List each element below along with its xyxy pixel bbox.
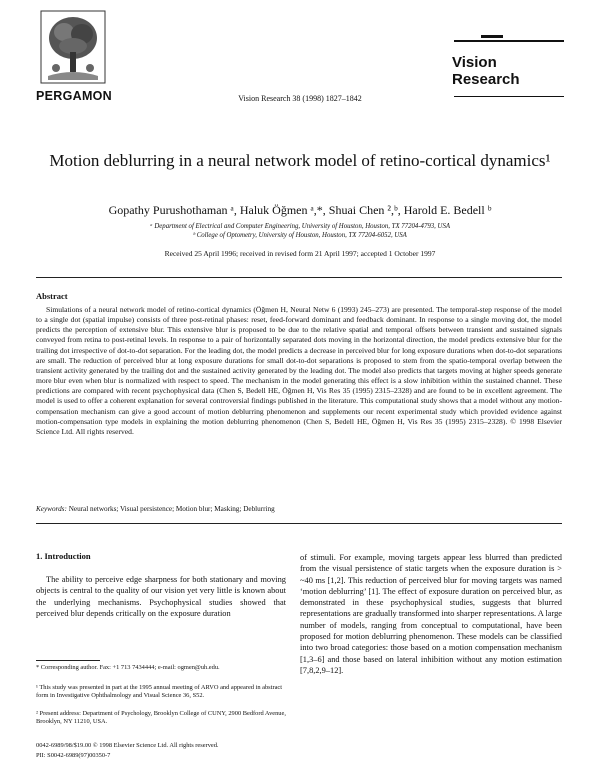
journal-name-line1: Vision — [452, 54, 497, 71]
issn-line: 0042-6989/98/$19.00 © 1998 Elsevier Science Ltd. All rights reserved. — [36, 742, 219, 749]
journal-mark — [481, 35, 503, 38]
rule-bottom — [36, 523, 562, 524]
journal-name — [452, 54, 520, 88]
publisher-logo-tree — [40, 10, 106, 84]
footnote-2: ² Present address: Department of Psychology, Brooklyn College of CUNY, 2900 Bedford Avenue, Brooklyn, NY 11210, USA. — [36, 710, 286, 726]
introduction-right-column: of stimuli. For example, moving targets appear less blurred than predicted from the visual persistence of static targets when the exposure duration is > ~40 ms [1,2]. This reduction of perceived blur for moving targets was named ‘motion deblurring’ [1]. The effect of exposure duration on perceived blur, as demonstrated in these psychophysical studies, suggests that blurred representations are gradually transformed into sharper representations. A large number of models, ranging from conceptual to computational, have been proposed for motion deblurring phenomenon. These models can be classified into two broad categories: those based on a motion compensation mechanism [1,3–6] and those based on lateral inhibition without any motion estimation [7,8,2,9–12]. — [300, 553, 562, 675]
keywords — [36, 505, 275, 513]
keywords-label: Keywords: — [36, 505, 67, 513]
author-list: Gopathy Purushothaman ᵃ, Haluk Öğmen ᵃ,*, Shuai Chen ²,ᵇ, Harold E. Bedell ᵇ — [108, 203, 492, 217]
affiliation-b: ᵇ College of Optometry, University of Houston, Houston, TX 77204-6052, USA — [193, 232, 407, 239]
received-dates: Received 25 April 1996; received in revised form 21 April 1997; accepted 1 October 1997 — [164, 249, 436, 258]
journal-rule-top — [454, 40, 564, 42]
affiliation-a: ᵃ Department of Electrical and Computer Engineering, University of Houston, Houston, TX 77204-4793, USA — [149, 223, 451, 230]
rule-top — [36, 277, 562, 278]
journal-citation: Vision Research 38 (1998) 1827–1842 — [238, 94, 362, 103]
abstract-heading: Abstract — [36, 291, 68, 301]
footnote-rule — [36, 660, 100, 661]
footnote-corresponding: * Corresponding author. Fax: +1 713 7434444; e-mail: ogmen@uh.edu. — [36, 664, 220, 671]
paper-title: Motion deblurring in a neural network model of retino-cortical dynamics¹ — [49, 151, 551, 170]
journal-rule-bottom — [454, 96, 564, 97]
abstract-body: Simulations of a neural network model of retino-cortical dynamics (Öğmen H, Neural Netw 6 (1993) 245–273) are presented. The temporal-step response of the model to a single dot (spatial impulse) consists of three post-retinal phases: reset, feed-forward dominant and feedback dominant. In response to a single moving dot, the model predicts the perception of extensive blur. This extensive blur is proposed to be due to the relative spatial and temporal offsets between transient and sustained signals conveyed from retina to post-retinal levels. In response to a pair of horizontally separated dots moving in the horizontal direction, the model predicts extensive blur for the trailing dot irrespective of dot-to-dot separation. For the leading dot, the model predicts a decrease in perceived blur for long exposure durations when dot-to-dot separations are small. The reduction of perceived blur at long exposure durations for small dot-to-dot separations is proposed to stem from the spatio-temporal overlap between the transient activity generated by the trailing dot and the sustained activity generated by the leading dot. The model also predicts that targets moving at higher speeds generate more blur even when blur is normalized with respect to speed. The mechanism in the model generating this effect is a slow inhibition within the sustained channel. These predictions are compared with recent psychophysical data (Chen S, Bedell HE, Öğmen H, Vis Res 35 (1995) 2315–2328) and are found to be in excellent agreement. The model is used to offer a coherent explanation for several controversial findings published in the literature. This computational study shows that a model without any motion-compensation mechanism can give a good account of motion deblurring phenomenon and supplements our recent experimental study which provided evidence against motion-compensation type models in explaining the motion deblurring phenomenon (Chen S, Bedell HE, Öğmen H, Vis Res 35 (1995) 2315–2328). © 1998 Elsevier Science Ltd. All rights reserved. — [36, 305, 562, 436]
keywords-text: Neural networks; Visual persistence; Motion blur; Masking; Deblurring — [68, 505, 275, 513]
pii-line: PII: S0042-6989(97)00350-7 — [36, 752, 111, 759]
publisher-name: PERGAMON — [36, 89, 113, 103]
section-heading-introduction: 1. Introduction — [36, 551, 91, 561]
footnote-1: ¹ This study was presented in part at the 1995 annual meeting of ARVO and appeared in abstract form in Investigative Ophthalmology and Visual Science 36, S52. — [36, 684, 283, 700]
journal-name-line2: Research — [452, 71, 520, 88]
introduction-left-column: The ability to perceive edge sharpness for both stationary and moving objects is central to the quality of our vision yet very little is known about the underlying mechanisms. Psychophysical studies showed that perceived blur depends critically on the exposure duration — [36, 575, 286, 618]
